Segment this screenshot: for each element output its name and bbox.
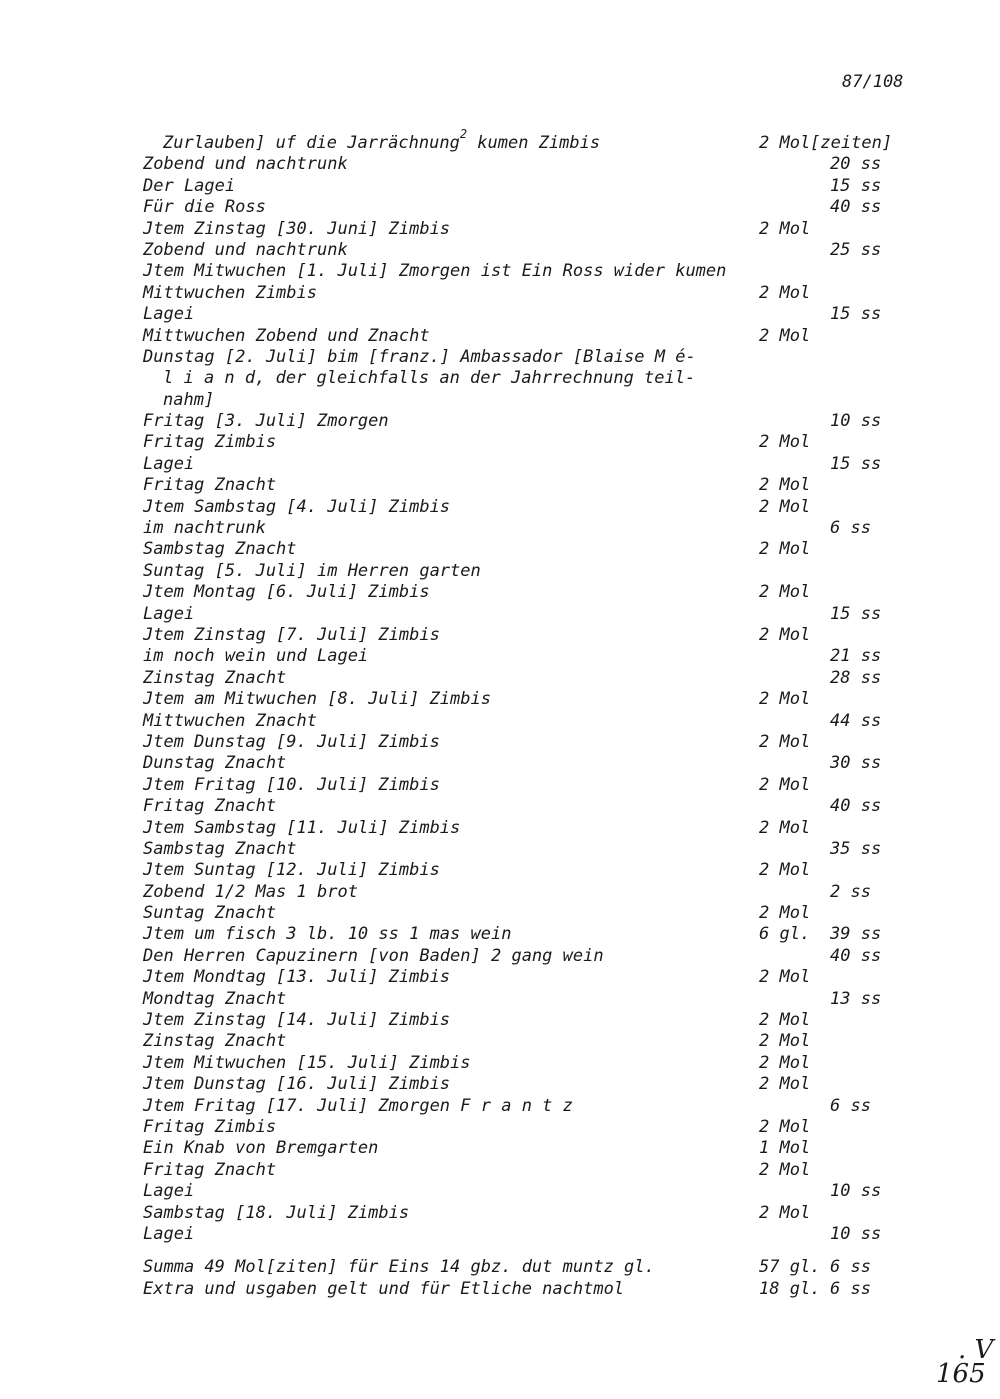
entry-text: l i a n d, der gleichfalls an der Jahrrechnung teil- [163, 368, 696, 389]
ledger-row [143, 1138, 903, 1159]
entry-text: Jtem Fritag [10. Juli] Zimbis [143, 774, 440, 795]
ledger-row [143, 1096, 903, 1117]
meal-count: 2 Mol [759, 1074, 811, 1095]
meal-count: 2 Mol [759, 967, 811, 988]
ledger-row [143, 1074, 903, 1095]
entry-text: Sambstag Znacht [143, 838, 297, 859]
amount-value: 25 ss [830, 239, 882, 260]
entry-text: Dunstag Znacht [143, 753, 287, 774]
meal-count: 2 Mol [759, 1202, 811, 1223]
section-gap [143, 1245, 903, 1257]
meal-count: 2 Mol [759, 731, 811, 752]
entry-text: Lagei [143, 603, 195, 624]
amount-value: 10 ss [830, 1181, 882, 1202]
entry-text: im nachtrunk [143, 518, 266, 539]
meal-count: 1 Mol [759, 1138, 811, 1159]
ledger-row [143, 454, 903, 475]
amount-value: 15 ss [830, 175, 882, 196]
ledger-row [143, 1010, 903, 1031]
account-ledger [143, 127, 903, 1300]
ledger-row [143, 411, 903, 432]
ledger-row [143, 924, 903, 945]
meal-count: 2 Mol [759, 496, 811, 517]
amount-value: 13 ss [830, 988, 882, 1009]
ledger-row [143, 689, 903, 710]
ledger-row [143, 582, 903, 603]
summary-row [143, 1279, 903, 1300]
ledger-row [143, 1203, 903, 1224]
page-number: 87/108 [842, 72, 904, 92]
entry-text: Mittwuchen Zimbis [143, 282, 317, 303]
amount-value: 20 ss [830, 154, 882, 175]
meal-count: 2 Mol [759, 475, 811, 496]
ledger-row [143, 304, 903, 325]
meal-count: 2 Mol [759, 860, 811, 881]
ledger-row [143, 796, 903, 817]
ledger-row [143, 1053, 903, 1074]
amount-value: 15 ss [830, 453, 882, 474]
ledger-row [143, 176, 903, 197]
ledger-row [143, 818, 903, 839]
entry-text: Jtem Sambstag [4. Juli] Zimbis [143, 496, 451, 517]
amount-value: 6 ss [830, 1095, 871, 1116]
entry-text: Jtem Zinstag [30. Juni] Zimbis [143, 218, 451, 239]
meal-count: 2 Mol [759, 432, 811, 453]
ledger-row [143, 1031, 903, 1052]
meal-count: 2 Mol [759, 282, 811, 303]
entry-text: Mondtag Znacht [143, 988, 287, 1009]
meal-count: 2 Mol [759, 1010, 811, 1031]
amount-value: 21 ss [830, 646, 882, 667]
entry-text: Der Lagei [143, 175, 236, 196]
ledger-row [143, 561, 903, 582]
ledger-row [143, 946, 903, 967]
ledger-row [143, 967, 903, 988]
meal-count: 2 Mol [759, 624, 811, 645]
entry-text: Fritag Znacht [143, 475, 277, 496]
ledger-row [143, 604, 903, 625]
amount-value: 40 ss [830, 197, 882, 218]
amount-value: 6 ss [830, 1257, 871, 1278]
entry-text: Lagei [143, 453, 195, 474]
amount-value: 44 ss [830, 710, 882, 731]
ledger-row [143, 753, 903, 774]
entry-text: Jtem Fritag [17. Juli] Zmorgen F r a n t z [143, 1095, 573, 1116]
ledger-row [143, 646, 903, 667]
entry-text: Jtem Montag [6. Juli] Zimbis [143, 582, 430, 603]
entry-text: Ein Knab von Bremgarten [143, 1138, 379, 1159]
entry-text: Jtem um fisch 3 lb. 10 ss 1 mas wein [143, 924, 512, 945]
ledger-row [143, 711, 903, 732]
meal-count: 2 Mol[zeiten] [759, 133, 893, 153]
entry-text: Zinstag Znacht [143, 1031, 287, 1052]
entry-text: Extra und usgaben gelt und für Etliche nachtmol [143, 1278, 625, 1299]
entry-text: Lagei [143, 304, 195, 325]
ledger-row-first [143, 127, 903, 154]
ledger-row [143, 775, 903, 796]
ledger-row [143, 989, 903, 1010]
entry-text: Sambstag [18. Juli] Zimbis [143, 1202, 410, 1223]
ledger-row [143, 432, 903, 453]
ledger-row [143, 197, 903, 218]
ledger-row [143, 368, 903, 389]
entry-text: Jtem Sambstag [11. Juli] Zimbis [143, 817, 461, 838]
summary-row [143, 1257, 903, 1278]
entry-text: nahm] [163, 389, 215, 410]
ledger-row [143, 154, 903, 175]
amount-value: 40 ss [830, 796, 882, 817]
entry-text: Jtem Zinstag [14. Juli] Zimbis [143, 1010, 451, 1031]
amount-value: 30 ss [830, 753, 882, 774]
ledger-row [143, 326, 903, 347]
amount-value: 15 ss [830, 603, 882, 624]
ledger-row [143, 390, 903, 411]
entry-text: Lagei [143, 1223, 195, 1244]
entry-text: Mittwuchen Znacht [143, 710, 317, 731]
entry-text: Zobend und nachtrunk [143, 154, 348, 175]
entry-text: Jtem am Mitwuchen [8. Juli] Zimbis [143, 689, 491, 710]
ledger-row [143, 1117, 903, 1138]
entry-text: Für die Ross [143, 197, 266, 218]
ledger-row [143, 839, 903, 860]
entry-text: im noch wein und Lagei [143, 646, 369, 667]
amount-value: 10 ss [830, 411, 882, 432]
entry-text: Fritag Znacht [143, 1159, 277, 1180]
ledger-row [143, 283, 903, 304]
ledger-summary [143, 1257, 903, 1300]
entry-text: Suntag Znacht [143, 903, 277, 924]
entry-text: Jtem Dunstag [9. Juli] Zimbis [143, 731, 440, 752]
entry-text: Zobend 1/2 Mas 1 brot [143, 881, 358, 902]
entry-text: Fritag Zimbis [143, 432, 277, 453]
meal-count: 2 Mol [759, 218, 811, 239]
amount-value: 10 ss [830, 1223, 882, 1244]
meal-count: 2 Mol [759, 1159, 811, 1180]
amount-value: 2 ss [830, 881, 871, 902]
entry-text: Jtem Suntag [12. Juli] Zimbis [143, 860, 440, 881]
entry-text: Fritag [3. Juli] Zmorgen [143, 411, 389, 432]
ledger-row [143, 860, 903, 881]
ledger-row [143, 219, 903, 240]
entry-text: Zurlauben] uf die Jarrächnung$^2$ kumen Zimbis [163, 127, 601, 153]
entry-text: Zinstag Znacht [143, 667, 287, 688]
ledger-rows [143, 154, 903, 1245]
entry-text: Jtem Dunstag [16. Juli] Zimbis [143, 1074, 451, 1095]
ledger-row [143, 1181, 903, 1202]
ledger-row [143, 518, 903, 539]
meal-count: 2 Mol [759, 1116, 811, 1137]
meal-count: 6 gl. [759, 924, 811, 945]
archive-handwritten-mark: . V 165 [936, 1335, 994, 1389]
meal-count: 2 Mol [759, 539, 811, 560]
meal-count: 18 gl. [759, 1278, 821, 1299]
entry-text: Fritag Zimbis [143, 1116, 277, 1137]
ledger-row [143, 261, 903, 282]
entry-text: Jtem Mitwuchen [1. Juli] Zmorgen ist Ein Ross wider kumen [143, 261, 727, 282]
ledger-row [143, 475, 903, 496]
ledger-row [143, 539, 903, 560]
ledger-row [143, 347, 903, 368]
ledger-row [143, 625, 903, 646]
meal-count: 2 Mol [759, 582, 811, 603]
meal-count: 57 gl. [759, 1257, 821, 1278]
amount-value: 35 ss [830, 838, 882, 859]
entry-text: Suntag [5. Juli] im Herren garten [143, 560, 481, 581]
entry-text: Mittwuchen Zobend und Znacht [143, 325, 430, 346]
meal-count: 2 Mol [759, 325, 811, 346]
ledger-row [143, 1160, 903, 1181]
meal-count: 2 Mol [759, 689, 811, 710]
amount-value: 15 ss [830, 304, 882, 325]
entry-text: Den Herren Capuzinern [von Baden] 2 gang wein [143, 945, 604, 966]
ledger-row [143, 668, 903, 689]
amount-value: 28 ss [830, 667, 882, 688]
meal-count: 2 Mol [759, 1031, 811, 1052]
amount-value: 6 ss [830, 518, 871, 539]
entry-text: Zobend und nachtrunk [143, 239, 348, 260]
entry-text: Sambstag Znacht [143, 539, 297, 560]
ledger-row [143, 882, 903, 903]
meal-count: 2 Mol [759, 903, 811, 924]
entry-text: Jtem Mondtag [13. Juli] Zimbis [143, 967, 451, 988]
ledger-row [143, 903, 903, 924]
entry-text: Summa 49 Mol[ziten] für Eins 14 gbz. dut muntz gl. [143, 1257, 655, 1278]
entry-text: Jtem Zinstag [7. Juli] Zimbis [143, 624, 440, 645]
entry-text: Lagei [143, 1181, 195, 1202]
ledger-row [143, 240, 903, 261]
ledger-row [143, 497, 903, 518]
amount-value: 40 ss [830, 945, 882, 966]
amount-value: 6 ss [830, 1278, 871, 1299]
superscript-note: 2 [459, 127, 468, 141]
ledger-row [143, 1224, 903, 1245]
ledger-row [143, 732, 903, 753]
meal-count: 2 Mol [759, 1052, 811, 1073]
entry-text: Jtem Mitwuchen [15. Juli] Zimbis [143, 1052, 471, 1073]
amount-value: 39 ss [830, 924, 882, 945]
meal-count: 2 Mol [759, 774, 811, 795]
meal-count: 2 Mol [759, 817, 811, 838]
entry-text: Fritag Znacht [143, 796, 277, 817]
entry-text: Dunstag [2. Juli] bim [franz.] Ambassador [Blaise M é- [143, 346, 696, 367]
